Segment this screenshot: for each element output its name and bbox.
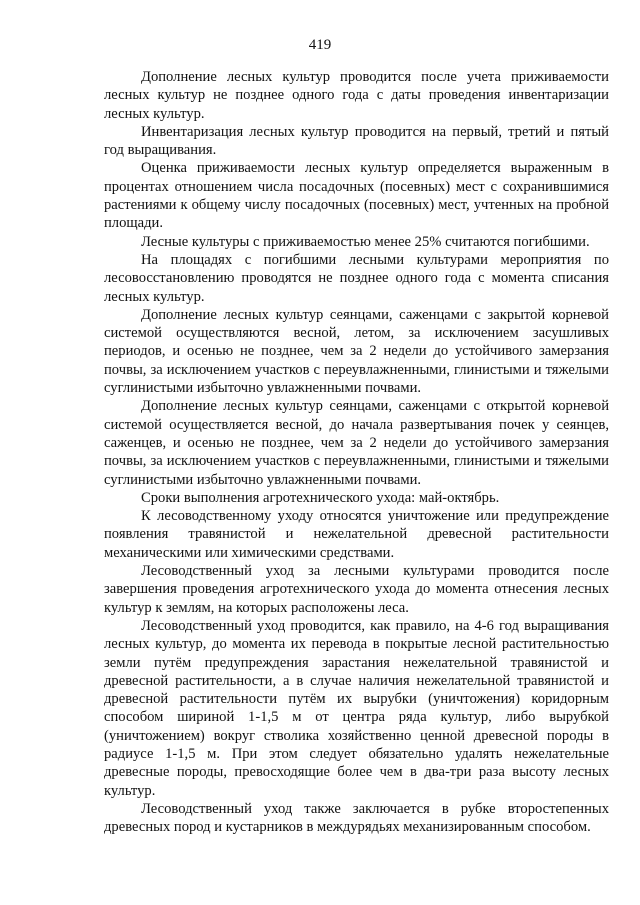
paragraph: Лесоводственный уход за лесными культурами проводится после завершения проведения агротехнического ухода до момента отнесения лесных культур к землям, на которых расположены леса. xyxy=(104,563,609,616)
paragraph: Оценка приживаемости лесных культур определяется выраженным в процентах отношением числа посадочных (посевных) мест с сохранившимися растениями к общему числу посадочных (посевных) мест, учтенных на пробной площади. xyxy=(104,160,609,232)
page-number: 419 xyxy=(308,37,332,53)
paragraph: К лесоводственному уходу относятся уничтожение или предупреждение появления травянистой и нежелательной древесной растительности механическими или химическими средствами. xyxy=(104,508,609,561)
paragraph: Лесоводственный уход проводится, как правило, на 4-6 год выращивания лесных культур, до момента их перевода в покрытые лесной растительностью земли путём предупреждения зарастания нежелательной травянистой и древесной растительности, а в случае наличия нежелательной травянистой и древесной растительности путём их вырубки (уничтожения) коридорным способом шириной 1-1,5 м от центра ряда культур, либо вырубкой (уничтожением) вокруг стволика хозяйственно ценной древесной породы в радиусе 1-1,5 м. При этом следует обязательно удалять нежелательные древесные породы, превосходящие более чем в два-три раза высоту лесных культур. xyxy=(104,617,609,799)
paragraph: Дополнение лесных культур сеянцами, саженцами с открытой корневой системой осуществляется весной, до начала развертывания почек у сеянцев, саженцев, и осенью не позднее, чем за 2 недели до устойчивого замерзания почвы, за исключением участков с переувлажненными, глинистыми и тяжелыми суглинистыми избыточно увлажненными почвами. xyxy=(104,398,609,488)
paragraph: Лесоводственный уход также заключается в рубке второстепенных древесных пород и кустарников в междурядьях механизированным способом. xyxy=(104,800,609,836)
paragraph: Сроки выполнения агротехнического ухода: май-октябрь. xyxy=(141,489,500,506)
paragraph: Дополнение лесных культур сеянцами, саженцами с закрытой корневой системой осуществляются весной, летом, за исключением засушливых периодов, и осенью не позднее, чем за 2 недели до устойчивого замерзания почвы, за исключением участков с переувлажненными, глинистыми и тяжелыми суглинистыми избыточно увлажненными почвами. xyxy=(104,306,609,397)
page-body xyxy=(104,68,609,836)
paragraph: Инвентаризация лесных культур проводится на первый, третий и пятый год выращивания. xyxy=(104,123,609,159)
paragraph: Дополнение лесных культур проводится после учета приживаемости лесных культур не позднее одного года с даты проведения инвентаризации лесных культур. xyxy=(104,69,609,122)
paragraph: Лесные культуры с приживаемостью менее 25% считаются погибшими. xyxy=(141,233,590,250)
paragraph: На площадях с погибшими лесными культурами мероприятия по лесовосстановлению проводятся не позднее одного года с момента списания лесных культур. xyxy=(104,251,609,305)
